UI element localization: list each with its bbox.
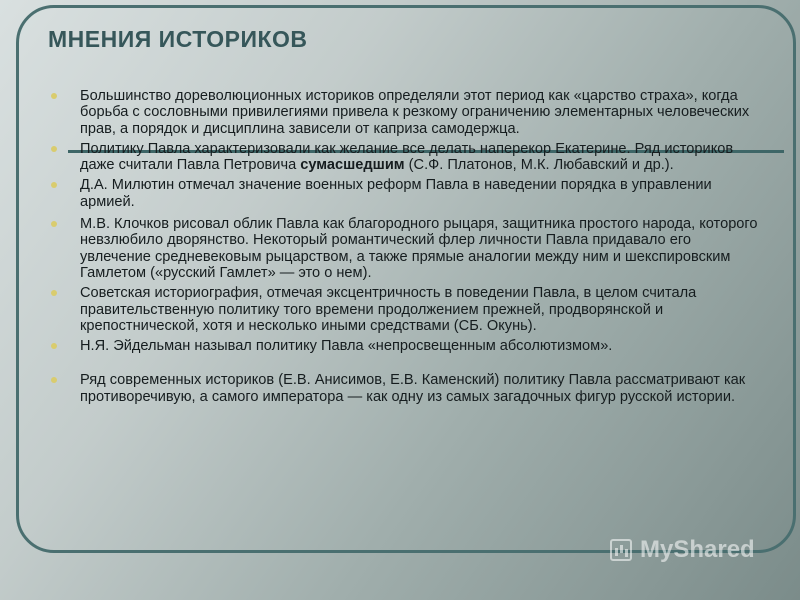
bullet-text: Большинство дореволюционных историков определяли этот период как «царство страха», когда борьба с сословными привилегиями привела к резкому ограничению элементарных человеческих прав, а порядок и дисциплина зависели от каприза самодержца. (80, 88, 750, 137)
bullet-text: Н.Я. Эйдельман называл политику Павла «непросвещенным абсолютизмом». (80, 338, 613, 355)
watermark-text: MyShared (640, 536, 755, 563)
bullet-item (51, 285, 761, 334)
bullet-item (51, 177, 761, 210)
bullet-item (51, 88, 761, 137)
bullet-text: Д.А. Милютин отмечал значение военных реформ Павла в наведении порядка в управлении армией. (80, 177, 712, 210)
bullet-dot-icon (51, 221, 57, 227)
bullet-list (51, 88, 761, 405)
bullet-text: М.В. Клочков рисовал облик Павла как благородного рыцаря, защитника простого народа, которого невзлюбило дворянство. Некоторый романтический флер личности Павла придавало его увлечение средневековым рыцарством, а также прямые аналогии между ним и шекспировским Гамлетом («русский Гамлет» — это о нем). (80, 216, 758, 281)
bullet-text: (С.Ф. Платонов, М.К. Любавский и др.). (404, 157, 674, 174)
bullet-dot-icon (51, 290, 57, 296)
chart-board-icon (610, 539, 632, 561)
bullet-text: Политику Павла характеризовали как желание все делать наперекор Екатерине. Ряд историков даже считали Павла Петровича (80, 140, 734, 174)
bullet-item (51, 338, 761, 354)
bullet-bold-text: сумасшедшим (300, 157, 405, 174)
bullet-dot-icon (51, 377, 57, 383)
bullet-dot-icon (51, 343, 57, 349)
bullet-dot-icon (51, 93, 57, 99)
bullet-text: Ряд современных историков (Е.В. Анисимов, Е.В. Каменский) политику Павла рассматривают как противоречивую, а самого императора — как одну из самых загадочных фигур русской истории. (80, 372, 746, 405)
bullet-dot-icon (51, 182, 57, 188)
watermark-logo (610, 536, 755, 564)
bullet-item (51, 141, 761, 174)
bullet-item (51, 372, 761, 405)
bullet-text: Советская историография, отмечая эксцентричность в поведении Павла, в целом считала правительственную политику того времени продолжением прежней, продворянской и крепостнической, хотя и несколько иными средствами (СБ. Окунь). (80, 285, 697, 334)
bullet-dot-icon (51, 146, 57, 152)
bullet-item (51, 216, 761, 281)
slide-title: МНЕНИЯ ИСТОРИКОВ (48, 26, 308, 52)
